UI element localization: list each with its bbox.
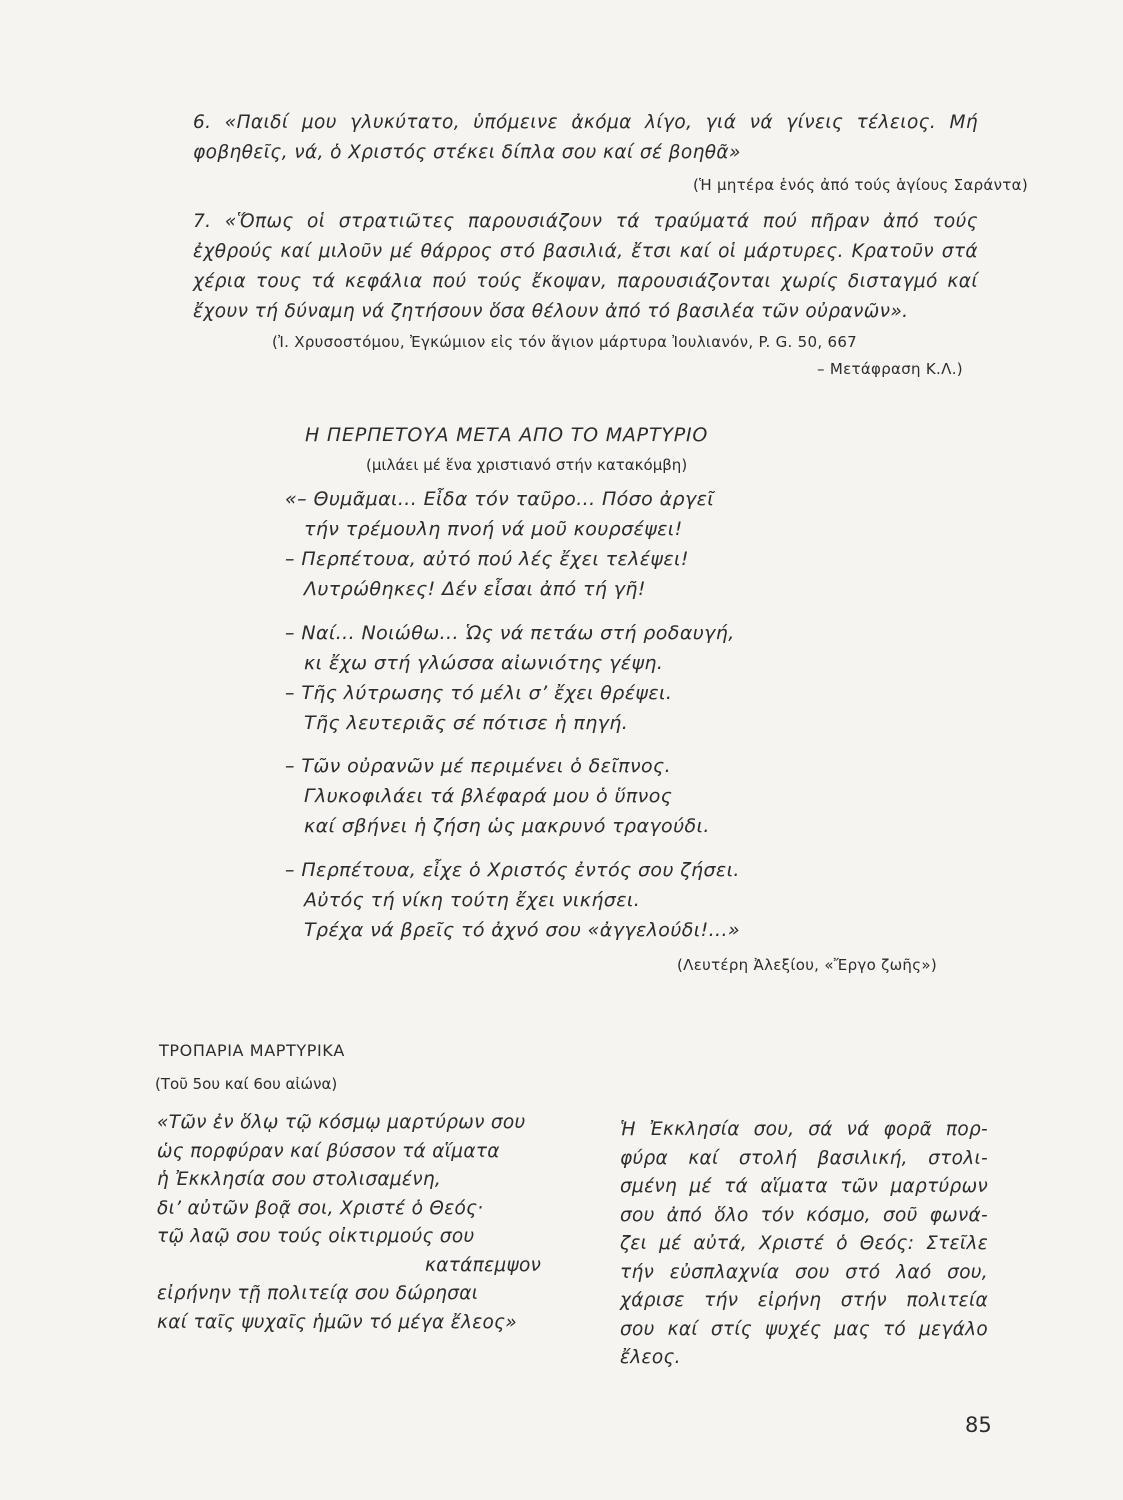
poem-verse: Λυτρώθηκες! Δέν εἶσαι ἀπό τή γῆ! xyxy=(304,578,646,600)
paragraph-line: ἐχθρούς καί μιλοῦν μέ θάρρος στό βασιλιά, ἔτσι καί οἱ μάρτυρες. Κρατοῦν στά xyxy=(193,241,978,262)
section-title: ΤΡΟΠΑΡΙΑ ΜΑΡΤΥΡΙΚΑ xyxy=(159,1041,345,1060)
paragraph-7-source-translation: – Μετάφραση Κ.Λ.) xyxy=(817,360,963,378)
poem-verse: – Τῆς λύτρωσης τό μέλι σ’ ἔχει θρέψει. xyxy=(285,682,673,704)
poem-verse: – Τῶν οὐρανῶν μέ περιμένει ὁ δεῖπνος. xyxy=(285,755,672,777)
poem-verse: καί σβήνει ἡ ζήση ὡς μακρυνό τραγούδι. xyxy=(304,815,710,837)
troparion-line: ἡ Ἐκκλησία σου στολισαμένη, xyxy=(157,1169,442,1190)
poem-stanza-1 xyxy=(285,484,714,604)
poem-stanza-2 xyxy=(285,618,735,738)
poem-verse: Τῆς λευτεριᾶς σέ πότισε ἡ πηγή. xyxy=(304,712,629,734)
poem-verse: «– Θυμᾶμαι... Εἶδα τόν ταῦρο... Πόσο ἀργεῖ xyxy=(285,488,715,510)
paragraph-6 xyxy=(193,108,978,168)
paragraph-7-source: (Ἰ. Χρυσοστόμου, Ἐγκώμιον εἰς τόν ἅγιον μάρτυρα Ἰουλιανόν, P. G. 50, 667 xyxy=(272,333,858,351)
poem-verse: – Περπέτουα, εἶχε ὁ Χριστός ἐντός σου ζήσει. xyxy=(285,859,740,881)
paragraph-line: χέρια τους τά κεφάλια πού τούς ἔκοψαν, παρουσιάζονται χωρίς δισταγμό καί xyxy=(193,271,978,292)
translation-line: σμένη μέ τά αἵματα τῶν μαρτύρων xyxy=(620,1176,988,1197)
translation-line: σου καί στίς ψυχές μας τό μεγάλο xyxy=(620,1318,988,1340)
troparion-line: «Τῶν ἐν ὅλῳ τῷ κόσμῳ μαρτύρων σου xyxy=(157,1112,526,1133)
paragraph-line: ἔχουν τή δύναμη νά ζητήσουν ὅσα θέλουν ἀπό τό βασιλέα τῶν οὐρανῶν». xyxy=(193,301,909,322)
poem-verse: τήν τρέμουλη πνοή νά μοῦ κουρσέψει! xyxy=(304,518,683,540)
paragraph-7 xyxy=(193,207,978,327)
translation-line: χάρισε τήν εἰρήνη στήν πολιτεία xyxy=(620,1290,988,1311)
troparion-line: τῷ λαῷ σου τούς οἰκτιρμούς σου xyxy=(157,1226,475,1247)
troparion-line: εἰρήνην τῇ πολιτείᾳ σου δώρησαι xyxy=(157,1283,479,1304)
troparion-line: ὡς πορφύραν καί βύσσον τά αἵματα xyxy=(157,1140,500,1162)
poem-verse: κι ἔχω στή γλώσσα αἰωνιότης γέψη. xyxy=(304,652,664,674)
poem-stanza-4 xyxy=(285,855,740,945)
troparion-original xyxy=(157,1109,557,1337)
translation-line: τήν εὐσπλαχνία σου στό λαό σου, xyxy=(620,1261,988,1283)
poem-subtitle: (μιλάει μέ ἕνα χριστιανό στήν κατακόμβη) xyxy=(366,456,688,474)
translation-line: ζει μέ αὐτά, Χριστέ ὁ Θεός: Στεῖλε xyxy=(620,1233,988,1254)
poem-verse: Αὐτός τή νίκη τούτη ἔχει νικήσει. xyxy=(304,889,641,911)
section-subtitle: (Τοῦ 5ου καί 6ου αἰώνα) xyxy=(155,1075,338,1093)
poem-verse: – Ναί... Νοιώθω... Ὡς νά πετάω στή ροδαυγή, xyxy=(285,622,735,644)
translation-line: Ἡ Ἐκκλησία σου, σά νά φορᾶ πορ- xyxy=(620,1119,988,1140)
paragraph-line: 7. «Ὅπως οἱ στρατιῶτες παρουσιάζουν τά τραύματά πού πῆραν ἀπό τούς xyxy=(193,211,978,232)
troparion-line: καί ταῖς ψυχαῖς ἡμῶν τό μέγα ἔλεος» xyxy=(157,1311,517,1333)
translation-line: φύρα καί στολή βασιλική, στολι- xyxy=(620,1147,988,1169)
paragraph-6-source: (Ἡ μητέρα ἑνός ἀπό τούς ἁγίους Σαράντα) xyxy=(693,176,1028,194)
translation-line: ἔλεος. xyxy=(620,1347,681,1368)
paragraph-line: φοβηθεῖς, νά, ὁ Χριστός στέκει δίπλα σου καί σέ βοηθᾶ» xyxy=(193,142,741,163)
troparion-translation xyxy=(620,1116,988,1373)
troparion-line: δι’ αὐτῶν βοᾷ σοι, Χριστέ ὁ Θεός· xyxy=(157,1197,484,1219)
poem-verse: Γλυκοφιλάει τά βλέφαρά μου ὁ ὕπνος xyxy=(304,785,673,807)
page-number: 85 xyxy=(965,1413,992,1437)
paragraph-line: 6. «Παιδί μου γλυκύτατο, ὑπόμεινε ἀκόμα λίγο, γιά νά γίνεις τέλειος. Μή xyxy=(193,112,978,133)
poem-title: Η ΠΕΡΠΕΤΟΥΑ ΜΕΤΑ ΑΠΟ ΤΟ ΜΑΡΤΥΡΙΟ xyxy=(305,424,709,446)
poem-source: (Λευτέρη Ἀλεξίου, «Ἔργο ζωῆς») xyxy=(677,956,937,974)
poem-stanza-3 xyxy=(285,751,710,841)
poem-verse: Τρέχα νά βρεῖς τό ἀχνό σου «ἀγγελούδι!...» xyxy=(304,919,741,941)
translation-line: σου ἀπό ὅλο τόν κόσμο, σοῦ φωνά- xyxy=(620,1204,988,1226)
troparion-line: κατάπεμψον xyxy=(425,1254,542,1276)
poem-verse: – Περπέτουα, αὐτό πού λές ἔχει τελέψει! xyxy=(285,548,689,570)
